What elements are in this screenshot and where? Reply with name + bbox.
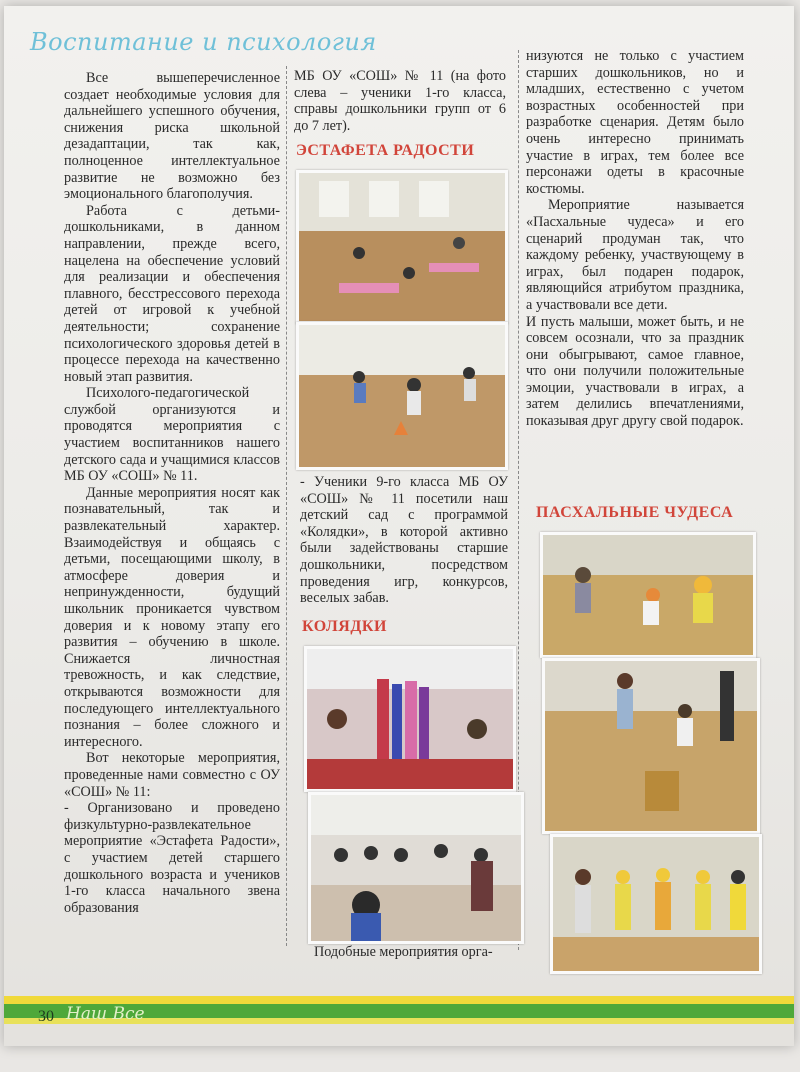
magazine-page [4,6,794,1046]
paragraph: МБ ОУ «СОШ» № 11 (на фото слева – ученики 1-го класса, справы дошкольники групп от 6 до 7 лет). [294,68,506,134]
paragraph: низуются не только с участием старших дошкольников, но и младших, естественно с учетом возрастных особенностей при разработке сценария. Детям было очень интересно принимать участие в играх, тем более все персонажи одеты в красочные костюмы. [526,48,744,197]
column-left [64,70,280,916]
paragraph-continued: Подобные мероприятия орга- [314,944,493,960]
paragraph: Вот некоторые мероприятия, проведенные нами совместно с ОУ «СОШ» № 11: [64,750,280,800]
photo-kolyadki-2 [308,792,524,944]
paragraph: Мероприятие называется «Пасхальные чудеса» и его сценарий продуман так, что каждому ребенку, участвующему в играх, был подарен подарок, являющийся атрибутом праздника, а участвовали все дети. [526,197,744,313]
column-right [526,48,744,430]
column-middle [294,68,506,134]
paragraph: Работа с детьми-дошкольниками, в данном направлении, прежде всего, нацелена на обеспечение условий для реализации и обеспечения плавного, бесстрессового перехода детей от игровой к учебной деятельности; сохранение психологического здоровья детей в процессе перехода на качественно новый этап развития. [64,202,280,385]
photo-relay-gym-1 [296,170,508,324]
paragraph: - Организовано и проведено физкультурно-развлекательное мероприятие «Эстафета Радости», с участием детей старшего дошкольного возраста и учеников 1-го класса начального звена образования [64,800,280,916]
photo-easter-1 [540,532,756,658]
photo-kolyadki-1 [304,646,516,792]
heading-relay: ЭСТАФЕТА РАДОСТИ [296,142,475,159]
page-number: 30 [38,1008,54,1025]
paragraph: Психолого-педагогической службой организуются и проводятся мероприятия с участием воспитанников нашего детского сада и учащимися классов МБ ОУ «СОШ» № 11. [64,385,280,485]
section-title: Воспитание и психология [30,28,377,56]
heading-kolyadki: КОЛЯДКИ [302,618,387,635]
paragraph: Данные мероприятия носят как познавательный, так и развлекательный характер. Взаимодействуя и общаясь с детьми, посещающими школу, в атмосфере доверия и непринужденности, будущий школьник проникается чувством доверия и к новому этапу его развития – обучению в школе. Снижается личностная тревожность, и как следствие, открываются возможности для последующего интеллектуального познания – более сложного и интересного. [64,484,280,750]
photo-easter-2 [542,658,760,834]
photo-easter-3 [550,834,762,974]
caption-kolyadki-block [300,474,508,607]
photo-relay-gym-2 [296,322,508,470]
paragraph: Все вышеперечисленное создает необходимые условия для дальнейшего успешного обучения, снижения риска школьной дезадаптации, так как, полноценное интеллектуальное развитие не возможно без эмоционального благополучия. [64,70,280,203]
paragraph: - Ученики 9-го класса МБ ОУ «СОШ» № 11 посетили наш детский сад с программой «Колядки», в которой активно были задействованы старшие дошкольники, посредством проведения игр, конкурсов, веселых забав. [300,474,508,607]
column-divider [286,66,287,946]
heading-easter: ПАСХАЛЬНЫЕ ЧУДЕСА [536,504,734,521]
paragraph: И пусть малыши, может быть, и не совсем осознали, что за праздник они обыгрывают, самое главное, что они получили положительные эмоции, участвовали в играх, а затем делились впечатлениями, показывая друг другу свой подарок. [526,313,744,430]
magazine-name: Наш Все [66,1004,145,1024]
